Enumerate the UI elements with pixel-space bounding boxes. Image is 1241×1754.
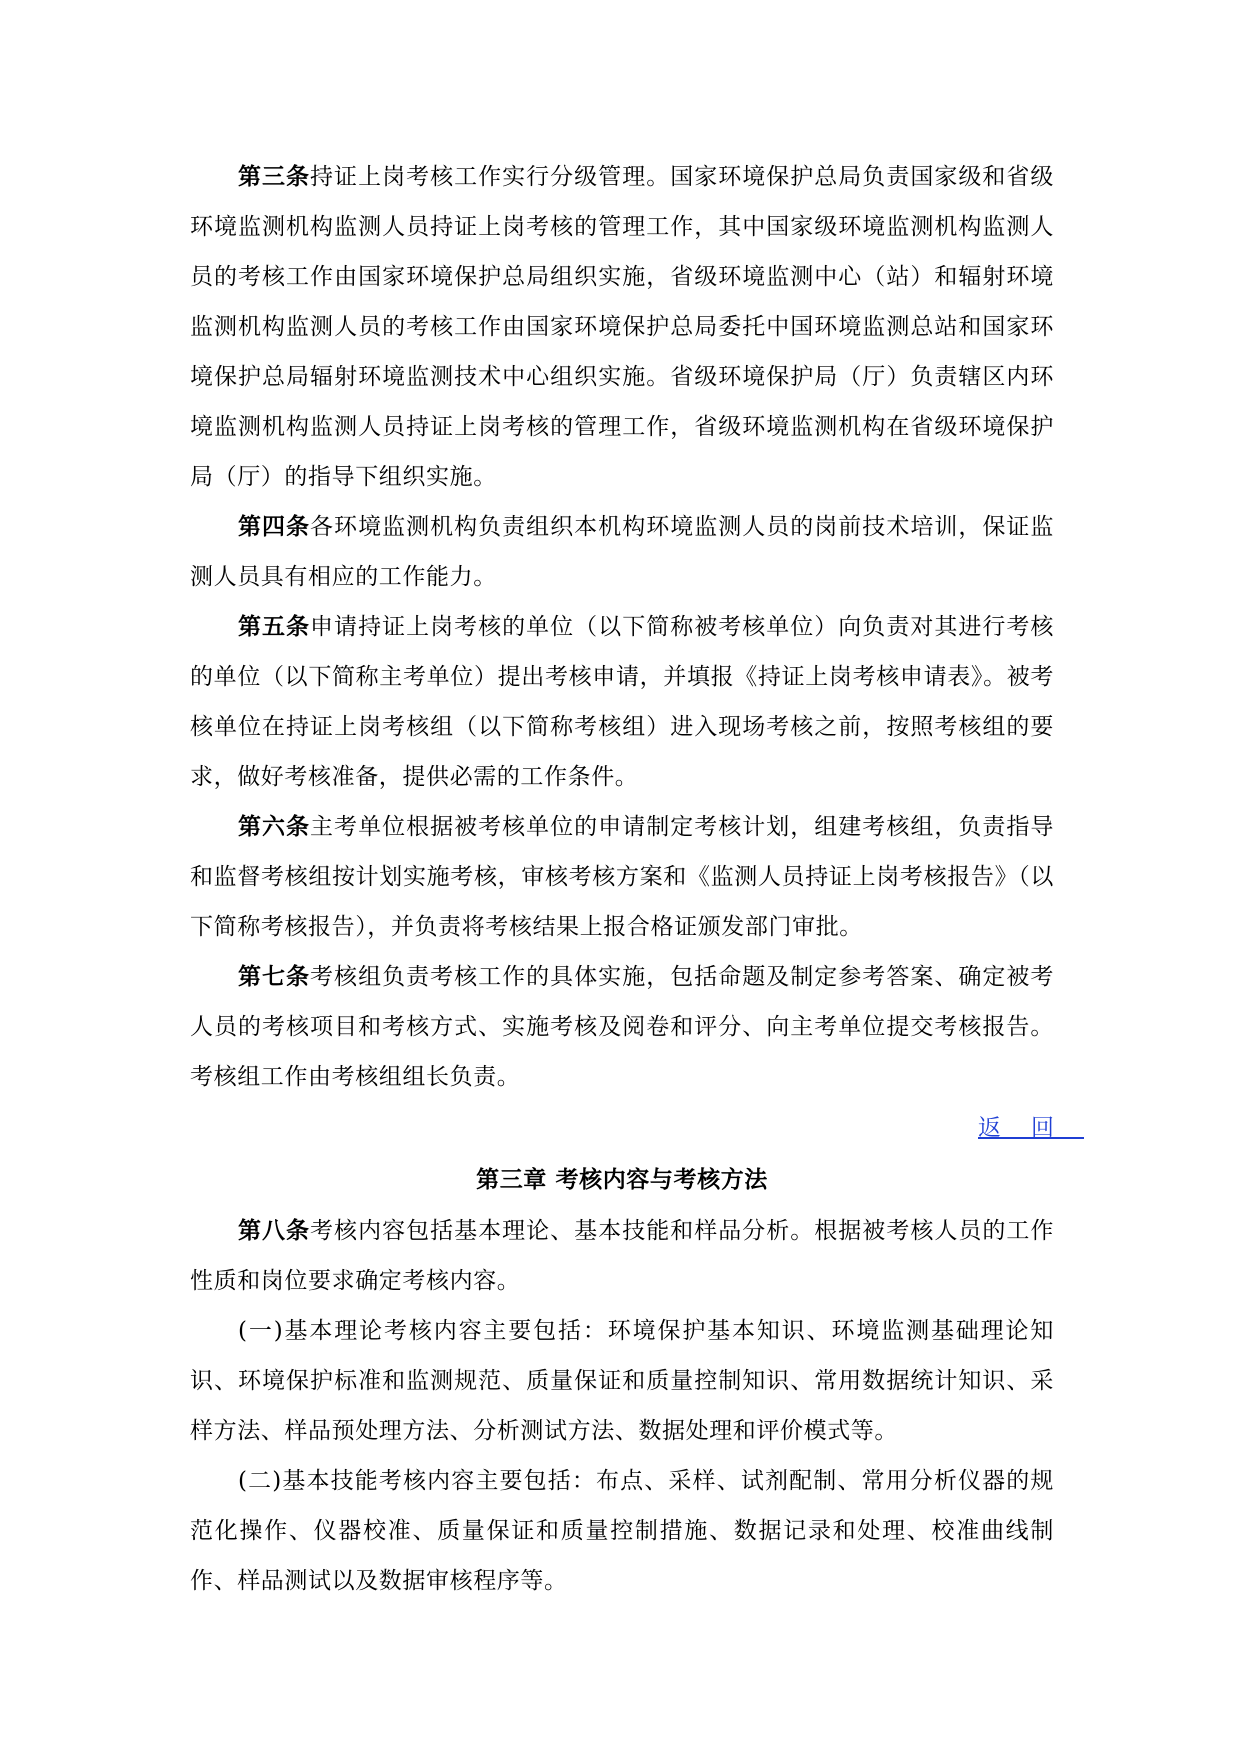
article-3 [190, 152, 1054, 502]
article-4-text: 各环境监测机构负责组织本机构环境监测人员的岗前技术培训，保证监测人员具有相应的工作能力。 [190, 514, 1054, 590]
document-page [190, 152, 1084, 1606]
article-8-label: 第八条 [238, 1217, 311, 1244]
article-5 [190, 602, 1054, 802]
item-basic-skills: (二)基本技能考核内容主要包括：布点、采样、试剂配制、常用分析仪器的规范化操作、仪器校准、质量保证和质量控制措施、数据记录和处理、校准曲线制作、样品测试以及数据审核程序等。 [190, 1468, 1054, 1594]
article-5-label: 第五条 [238, 613, 311, 640]
article-7-text: 考核组负责考核工作的具体实施，包括命题及制定参考答案、确定被考人员的考核项目和考核方式、实施考核及阅卷和评分、向主考单位提交考核报告。考核组工作由考核组组长负责。 [190, 964, 1054, 1090]
return-link[interactable]: 返回 [978, 1115, 1084, 1141]
article-4 [190, 502, 1054, 602]
return-row [190, 1102, 1084, 1154]
article-4-label: 第四条 [238, 513, 311, 540]
article-6 [190, 802, 1054, 952]
article-3-label: 第三条 [238, 163, 311, 190]
chapter-title: 第三章 考核内容与考核方法 [476, 1166, 768, 1193]
article-5-text: 申请持证上岗考核的单位（以下简称被考核单位）向负责对其进行考核的单位（以下简称主考单位）提出考核申请，并填报《持证上岗考核申请表》。被考核单位在持证上岗考核组（以下简称考核组）进入现场考核之前，按照考核组的要求，做好考核准备，提供必需的工作条件。 [190, 614, 1054, 790]
article-8-text: 考核内容包括基本理论、基本技能和样品分析。根据被考核人员的工作性质和岗位要求确定考核内容。 [190, 1218, 1054, 1294]
article-7 [190, 952, 1054, 1102]
article-8 [190, 1206, 1054, 1306]
article-6-text: 主考单位根据被考核单位的申请制定考核计划，组建考核组，负责指导和监督考核组按计划实施考核，审核考核方案和《监测人员持证上岗考核报告》（以下简称考核报告），并负责将考核结果上报合格证颁发部门审批。 [190, 814, 1054, 940]
article-7-label: 第七条 [238, 963, 311, 990]
article-3-text: 持证上岗考核工作实行分级管理。国家环境保护总局负责国家级和省级环境监测机构监测人员持证上岗考核的管理工作，其中国家级环境监测机构监测人员的考核工作由国家环境保护总局组织实施，省级环境监测中心（站）和辐射环境监测机构监测人员的考核工作由国家环境保护总局委托中国环境监测总站和国家环境保护总局辐射环境监测技术中心组织实施。省级环境保护局（厅）负责辖区内环境监测机构监测人员持证上岗考核的管理工作，省级环境监测机构在省级环境保护局（厅）的指导下组织实施。 [190, 164, 1054, 490]
item-basic-theory: (一)基本理论考核内容主要包括：环境保护基本知识、环境监测基础理论知识、环境保护标准和监测规范、质量保证和质量控制知识、常用数据统计知识、采样方法、样品预处理方法、分析测试方法、数据处理和评价模式等。 [190, 1318, 1054, 1444]
article-6-label: 第六条 [238, 813, 311, 840]
